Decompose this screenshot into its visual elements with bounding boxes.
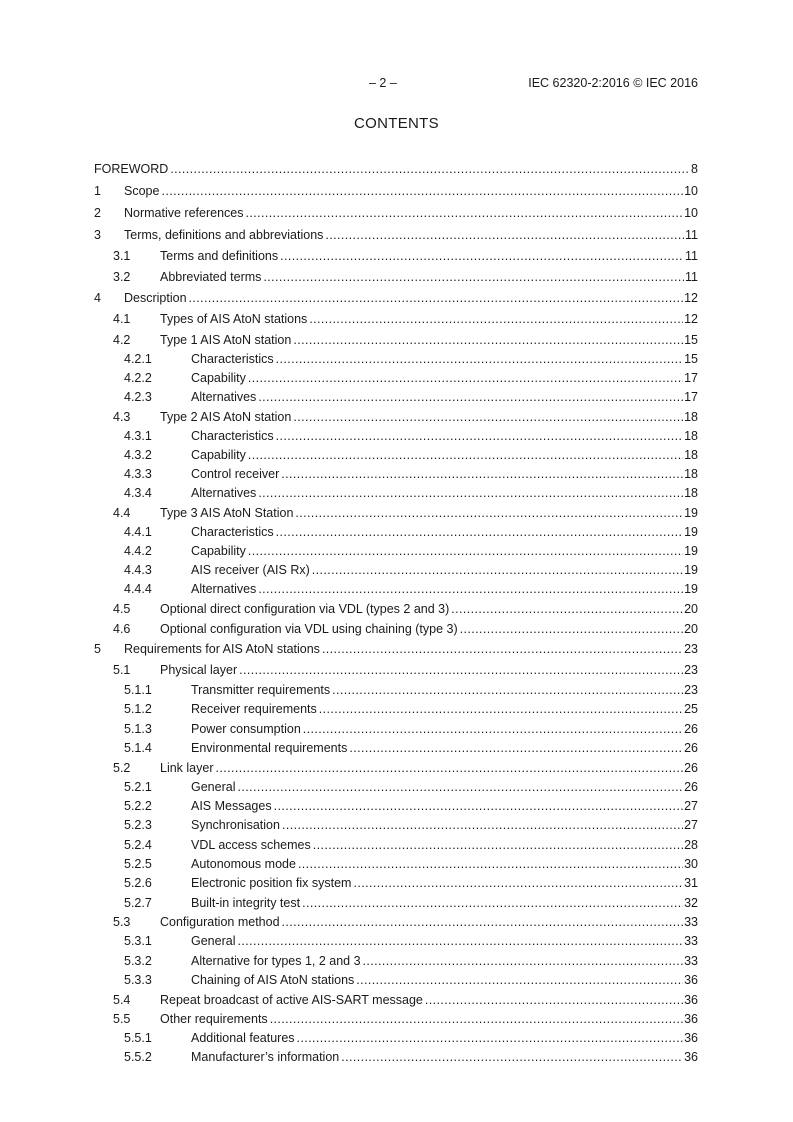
dot-leader [216,761,684,776]
toc-entry-title: General [191,934,236,948]
toc-entry-number: 5.2.2 [124,799,152,813]
page-header [0,76,793,92]
dot-leader [276,352,683,367]
toc-entry-title: Receiver requirements [191,702,317,716]
toc-entry-number: 4.5 [113,601,131,616]
toc-entry[interactable] [94,700,698,719]
toc-entry-title: Type 1 AIS AtoN station [160,332,292,347]
toc-entry-number: 5.2.3 [124,818,152,832]
dot-leader [312,563,683,578]
toc-entry-title: Link layer [160,760,214,775]
toc-entry[interactable] [94,288,698,309]
dot-leader [293,410,683,425]
toc-entry[interactable] [94,893,698,913]
toc-entry-page: 19 [684,505,698,520]
toc-entry-title: General [191,780,236,794]
toc-entry-page: 26 [684,741,698,755]
toc-entry-page: 19 [684,525,698,539]
toc-entry-title: Configuration method [160,915,280,929]
dot-leader [298,857,683,872]
toc-entry-number: 4.3.3 [124,467,152,481]
toc-entry-number: 3.2 [113,270,131,284]
toc-entry-title: FOREWORD [94,161,169,176]
toc-entry-title: Power consumption [191,721,301,736]
toc-entry-page: 12 [684,291,698,305]
toc-entry-page: 15 [684,352,698,366]
toc-entry-page: 23 [684,642,698,656]
dot-leader [282,818,683,833]
toc-entry-title: Terms, definitions and abbreviations [124,227,324,242]
toc-entry-title: Capability [191,448,246,462]
toc-entry-title: Type 3 AIS AtoN Station [160,505,294,520]
toc-entry-number: 5.3.1 [124,934,152,948]
toc-entry[interactable] [94,719,698,739]
toc-entry[interactable] [94,797,698,816]
toc-entry-page: 27 [684,799,698,813]
dot-leader [276,525,683,540]
toc-entry-title: Repeat broadcast of active AIS-SART message [160,992,423,1007]
dot-leader [325,228,684,243]
toc-entry-number: 4.3.4 [124,486,152,500]
toc-entry-number: 1 [94,183,101,198]
toc-entry-number: 4.1 [113,312,131,326]
toc-entry-page: 33 [684,953,698,968]
toc-entry-page: 11 [685,249,698,263]
dot-leader [189,291,684,306]
toc-entry-page: 20 [684,601,698,616]
table-of-contents [94,158,698,1067]
toc-entry-number: 5.2.6 [124,876,152,890]
toc-entry-number: 4.3 [113,409,131,424]
toc-entry[interactable] [94,267,698,288]
toc-entry-page: 20 [684,621,698,636]
toc-entry[interactable] [94,639,698,660]
toc-entry-page: 36 [684,1050,698,1064]
toc-entry-number: 4.2.2 [124,371,152,385]
dot-leader [303,722,683,737]
dot-leader [274,799,684,814]
dot-leader [248,371,683,386]
toc-entry-number: 4.2.1 [124,352,152,366]
toc-entry-number: 4.2 [113,332,131,347]
toc-entry-number: 5.2 [113,760,131,775]
toc-entry[interactable] [94,913,698,932]
toc-entry-page: 18 [684,467,698,481]
toc-entry-title: Electronic position fix system [191,876,352,890]
toc-entry[interactable] [94,1048,698,1067]
toc-entry-number: 3.1 [113,249,131,263]
toc-entry[interactable] [94,1010,698,1029]
toc-entry[interactable] [94,971,698,990]
toc-entry[interactable] [94,407,698,427]
toc-entry[interactable] [94,758,698,778]
toc-entry-number: 4.3.2 [124,448,152,462]
dot-leader [280,249,684,264]
toc-entry-title: Optional configuration via VDL using chaining (type 3) [160,621,458,636]
toc-entry[interactable] [94,580,698,599]
toc-entry-page: 19 [684,544,698,558]
toc-entry-number: 5.3.3 [124,973,152,987]
toc-entry-title: VDL access schemes [191,837,311,852]
toc-entry-page: 36 [684,1012,698,1026]
toc-entry-page: 8 [691,161,698,176]
dot-leader [282,915,684,930]
dot-leader [460,622,683,637]
toc-entry-page: 11 [685,270,698,284]
toc-entry[interactable] [94,158,698,180]
toc-entry[interactable] [94,874,698,893]
toc-entry-number: 5.1.2 [124,702,152,716]
toc-entry-number: 4.2.3 [124,390,152,404]
toc-entry-title: Physical layer [160,663,238,677]
toc-entry[interactable] [94,427,698,446]
toc-entry-page: 12 [684,312,698,326]
toc-entry-number: 5.2.5 [124,857,152,871]
toc-entry-page: 36 [684,1031,698,1045]
toc-entry-number: 5.5.1 [124,1031,152,1045]
toc-entry-number: 5.4 [113,992,131,1007]
dot-leader [237,934,683,949]
toc-entry-number: 4.4.2 [124,544,152,558]
toc-entry[interactable] [94,369,698,388]
toc-entry-page: 15 [684,332,698,347]
toc-entry-page: 11 [685,227,698,242]
toc-entry-page: 18 [684,429,698,443]
toc-entry-number: 5.1.1 [124,683,152,697]
toc-entry-title: AIS Messages [191,799,272,813]
dot-leader [239,663,683,678]
toc-entry-number: 5.5.2 [124,1050,152,1064]
toc-entry-number: 4.3.1 [124,429,152,443]
dot-leader [319,702,683,717]
toc-entry-page: 23 [684,683,698,697]
toc-entry[interactable] [94,835,698,855]
toc-entry[interactable] [94,503,698,523]
dot-leader [295,506,683,521]
dot-leader [246,206,684,221]
toc-entry-title: Additional features [191,1031,295,1045]
toc-entry-page: 26 [684,721,698,736]
toc-entry[interactable] [94,246,698,267]
toc-entry-title: Transmitter requirements [191,683,331,697]
toc-entry[interactable] [94,778,698,797]
toc-entry-page: 31 [684,876,698,890]
dot-leader [281,467,683,482]
toc-entry-title: Synchronisation [191,818,280,832]
toc-entry-page: 28 [684,837,698,852]
toc-entry-page: 32 [684,895,698,910]
toc-entry-title: Environmental requirements [191,741,348,755]
toc-entry-title: Alternative for types 1, 2 and 3 [191,953,361,968]
dot-leader [353,876,683,891]
toc-entry-page: 17 [684,390,698,404]
toc-entry-title: Optional direct configuration via VDL (types 2 and 3) [160,601,450,616]
toc-entry[interactable] [94,542,698,561]
toc-entry-title: AIS receiver (AIS Rx) [191,563,310,577]
toc-entry[interactable] [94,465,698,484]
toc-entry-number: 4.4.4 [124,582,152,596]
dot-leader [322,642,683,657]
toc-entry-number: 4.4.1 [124,525,152,539]
toc-entry-number: 5.2.7 [124,895,152,910]
toc-entry-page: 36 [684,992,698,1007]
toc-entry-page: 18 [684,448,698,462]
toc-entry-page: 19 [684,582,698,596]
toc-entry-page: 27 [684,818,698,832]
toc-entry-title: Chaining of AIS AtoN stations [191,973,355,987]
dot-leader [237,780,683,795]
toc-entry-title: Characteristics [191,525,274,539]
toc-entry-title: Terms and definitions [160,249,279,263]
toc-entry-page: 26 [684,780,698,794]
toc-entry-title: Description [124,291,187,305]
dot-leader [258,390,683,405]
dot-leader [309,312,683,327]
dot-leader [313,838,683,853]
toc-entry-title: Requirements for AIS AtoN stations [124,642,320,656]
toc-entry-number: 5.1.4 [124,741,152,755]
toc-entry-page: 23 [684,663,698,677]
toc-entry[interactable] [94,523,698,542]
toc-entry-page: 18 [684,409,698,424]
toc-entry-page: 26 [684,760,698,775]
toc-entry[interactable] [94,484,698,503]
copyright-notice: IEC 62320-2:2016 © IEC 2016 [528,76,698,90]
toc-entry-page: 33 [684,934,698,948]
toc-entry-title: Types of AIS AtoN stations [160,312,308,326]
toc-entry[interactable] [94,224,698,246]
toc-entry[interactable] [94,309,698,330]
toc-entry-title: Scope [124,183,160,198]
page-title: CONTENTS [354,115,439,132]
toc-entry-number: 5.1 [113,663,131,677]
dot-leader [248,448,683,463]
toc-entry[interactable] [94,202,698,224]
toc-entry-title: Type 2 AIS AtoN station [160,409,292,424]
toc-entry[interactable] [94,446,698,465]
toc-entry-number: 4.6 [113,621,131,636]
dot-leader [293,333,683,348]
dot-leader [248,544,683,559]
toc-entry[interactable] [94,681,698,700]
toc-entry[interactable] [94,180,698,202]
toc-entry-number: 2 [94,205,101,220]
toc-entry-title: Capability [191,371,246,385]
toc-entry[interactable] [94,350,698,369]
toc-entry[interactable] [94,739,698,758]
toc-entry-page: 18 [684,486,698,500]
toc-entry[interactable] [94,951,698,971]
dot-leader [263,270,684,285]
dot-leader [356,973,683,988]
dot-leader [297,1031,684,1046]
toc-entry[interactable] [94,990,698,1010]
toc-entry[interactable] [94,388,698,407]
toc-entry-title: Control receiver [191,467,280,481]
toc-entry-page: 25 [684,702,698,716]
toc-entry[interactable] [94,855,698,874]
toc-entry-number: 5 [94,642,101,656]
toc-entry[interactable] [94,816,698,835]
dot-leader [170,162,690,177]
toc-entry-page: 19 [684,563,698,577]
toc-entry-title: Capability [191,544,246,558]
dot-leader [425,993,683,1008]
toc-entry-title: Alternatives [191,390,257,404]
toc-entry-title: Characteristics [191,429,274,443]
toc-entry[interactable] [94,932,698,951]
toc-entry-page: 30 [684,857,698,871]
toc-entry-title: Abbreviated terms [160,270,262,284]
toc-entry-number: 5.2.4 [124,837,152,852]
toc-entry-number: 5.5 [113,1012,131,1026]
toc-entry-number: 5.3.2 [124,953,152,968]
toc-entry-title: Autonomous mode [191,857,296,871]
toc-entry-title: Normative references [124,205,244,220]
dot-leader [363,954,684,969]
toc-entry-number: 4 [94,291,101,305]
toc-entry-title: Other requirements [160,1012,268,1026]
toc-entry-page: 10 [684,183,698,198]
toc-entry[interactable] [94,330,698,350]
page-number: – 2 – [369,76,397,90]
toc-entry[interactable] [94,660,698,681]
toc-entry-page: 10 [684,205,698,220]
toc-entry[interactable] [94,1029,698,1048]
toc-entry-page: 33 [684,915,698,929]
dot-leader [276,429,683,444]
dot-leader [161,184,683,199]
toc-entry-number: 5.2.1 [124,780,152,794]
toc-entry-number: 5.1.3 [124,721,152,736]
toc-entry-title: Manufacturer’s information [191,1050,340,1064]
toc-entry-number: 3 [94,227,101,242]
toc-entry[interactable] [94,619,698,639]
toc-entry-number: 5.3 [113,915,131,929]
toc-entry-title: Alternatives [191,582,257,596]
toc-entry[interactable] [94,561,698,580]
toc-entry-page: 36 [684,973,698,987]
dot-leader [451,602,683,617]
dot-leader [332,683,683,698]
dot-leader [341,1050,683,1065]
dot-leader [349,741,683,756]
toc-entry-title: Built-in integrity test [191,895,301,910]
dot-leader [258,486,683,501]
toc-entry[interactable] [94,599,698,619]
dot-leader [302,896,683,911]
toc-entry-page: 17 [684,371,698,385]
dot-leader [270,1012,683,1027]
toc-entry-number: 4.4.3 [124,563,152,577]
toc-entry-title: Alternatives [191,486,257,500]
toc-entry-title: Characteristics [191,352,274,366]
toc-entry-number: 4.4 [113,505,131,520]
dot-leader [258,582,683,597]
